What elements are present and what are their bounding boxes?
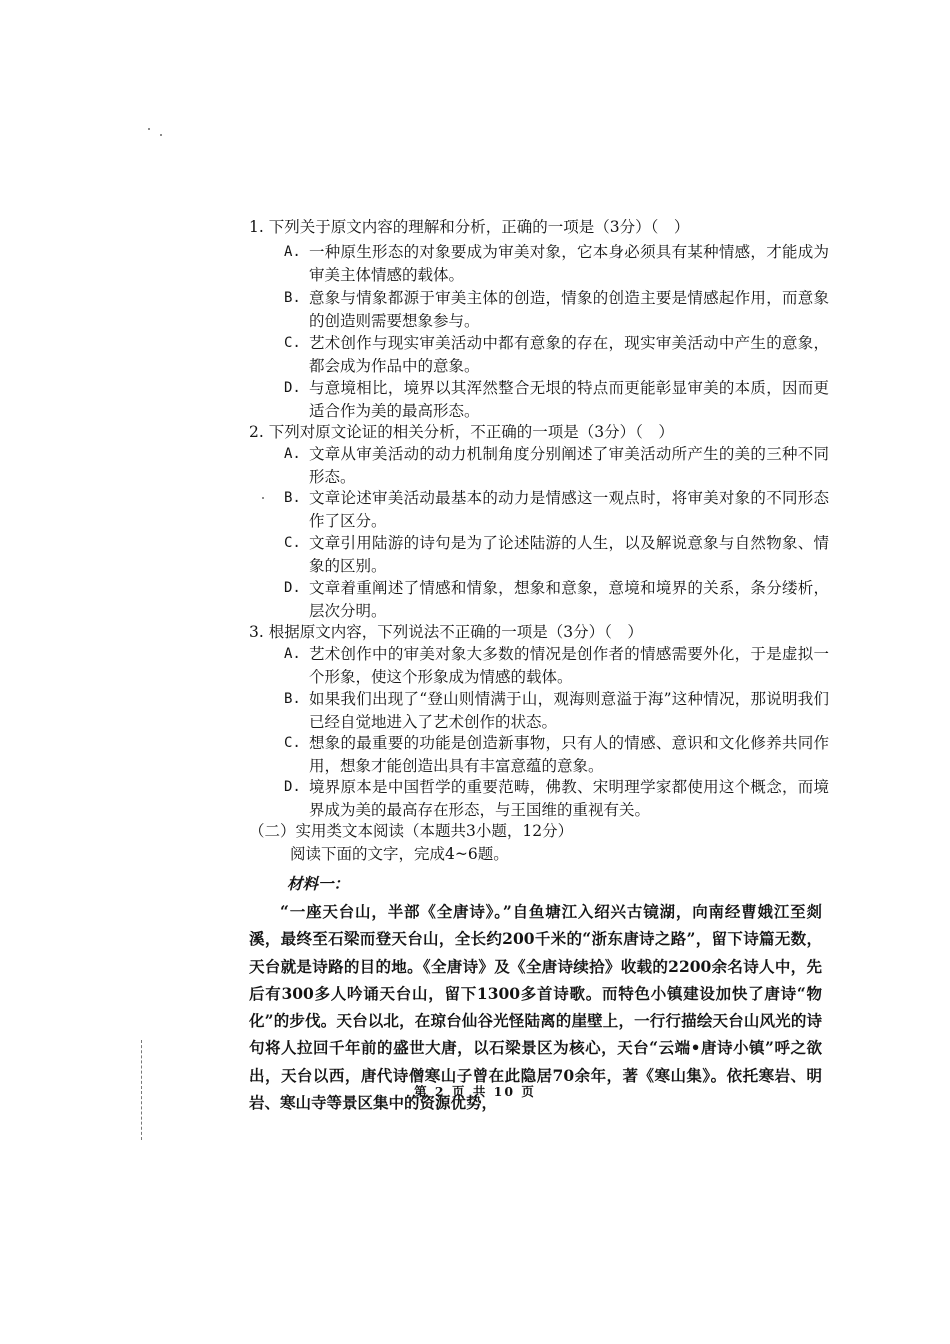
option-text: 文章论述审美活动最基本的动力是情感这一观点时，将审美对象的不同形态作了区分。: [309, 489, 829, 530]
option-letter: B.: [284, 691, 301, 707]
option-letter: C.: [284, 335, 301, 351]
section-heading: （二）实用类文本阅读（本题共3小题，12分）: [249, 822, 574, 840]
question-1-stem: 1. 下列关于原文内容的理解和分析，正确的一项是（3分）（ ）: [249, 218, 690, 236]
question-3-option-c[interactable]: [284, 732, 829, 778]
option-letter: C.: [284, 535, 301, 551]
scan-speck: [148, 128, 150, 130]
option-text: 文章着重阐述了情感和情象，想象和意象，意境和境界的关系，条分缕析，层次分明。: [309, 579, 829, 620]
question-2-option-b[interactable]: [284, 487, 829, 533]
question-1-option-b[interactable]: [284, 287, 829, 333]
option-letter: B.: [284, 490, 301, 506]
option-letter: B.: [284, 290, 301, 306]
option-text: 艺术创作与现实审美活动中都有意象的存在，现实审美活动中产生的意象，都会成为作品中的意象。: [309, 334, 829, 375]
option-text: 如果我们出现了“登山则情满于山，观海则意溢于海”这种情况，那说明我们已经自觉地进入了艺术创作的状态。: [309, 690, 829, 731]
option-text: 意象与情象都源于审美主体的创造，情象的创造主要是情感起作用，而意象的创造则需要想象参与。: [309, 289, 829, 330]
page-footer: 第 2 页 共 10 页: [414, 1084, 536, 1099]
option-text: 一种原生形态的对象要成为审美对象，它本身必须具有某种情感，才能成为审美主体情感的载体。: [309, 243, 829, 284]
option-letter: D.: [284, 380, 301, 396]
scan-speck: [262, 497, 264, 499]
question-1-option-a[interactable]: [284, 241, 829, 287]
question-3-option-d[interactable]: [284, 776, 829, 822]
option-letter: A.: [284, 446, 301, 462]
option-letter: D.: [284, 580, 301, 596]
question-3-option-b[interactable]: [284, 688, 829, 734]
option-text: 境界原本是中国哲学的重要范畴，佛教、宋明理学家都使用这个概念，而境界成为美的最高存在形态，与王国维的重视有关。: [309, 778, 829, 819]
question-2-option-d[interactable]: [284, 577, 829, 623]
option-letter: A.: [284, 646, 301, 662]
question-2-option-c[interactable]: [284, 532, 829, 578]
option-text: 文章引用陆游的诗句是为了论述陆游的人生，以及解说意象与自然物象、情象的区别。: [309, 534, 829, 575]
option-letter: A.: [284, 244, 301, 260]
option-letter: D.: [284, 779, 301, 795]
question-1-option-c[interactable]: [284, 332, 829, 378]
question-2-stem: 2. 下列对原文论证的相关分析，不正确的一项是（3分）（ ）: [249, 423, 674, 441]
question-3-option-a[interactable]: [284, 643, 829, 689]
option-text: 与意境相比，境界以其浑然整合无垠的特点而更能彰显审美的本质，因而更适合作为美的最高形态。: [309, 379, 829, 420]
material-title: 材料一：: [287, 874, 350, 893]
question-1-option-d[interactable]: [284, 377, 829, 423]
question-2-option-a[interactable]: [284, 443, 829, 489]
scan-speck: [160, 134, 162, 136]
option-letter: C.: [284, 735, 301, 751]
question-3-stem: 3. 根据原文内容，下列说法不正确的一项是（3分）（ ）: [249, 623, 643, 641]
option-text: 想象的最重要的功能是创造新事物，只有人的情感、意识和文化修养共同作用，想象才能创造出具有丰富意蕴的意象。: [309, 734, 829, 775]
option-text: 艺术创作中的审美对象大多数的情况是创作者的情感需要外化，于是虚拟一个形象，使这个形象成为情感的载体。: [309, 645, 829, 686]
section-instruction: 阅读下面的文字，完成4~6题。: [290, 845, 509, 863]
material-paragraph: “一座天台山，半部《全唐诗》。”自鱼塘江入绍兴古镜湖，向南经曹娥江至剡溪，最终至石梁而登天台山，全长约200千米的“浙东唐诗之路”，留下诗篇无数，天台就是诗路的目的地。《全唐诗》及《全唐诗续拾》收载的2200余名诗人中，先后有300多人吟诵天台山，留下1300多首诗歌。而特色小镇建设加快了唐诗“物化”的步伐。天台以北，在琼台仙谷光怪陆离的崖壁上，一行行描绘天台山风光的诗句将人拉回千年前的盛世大唐，以石梁景区为核心，天台“云端•唐诗小镇”呼之欲出，天台以西，唐代诗僧寒山子曾在此隐居70余年，著《寒山集》。依托寒岩、明岩、寒山寺等景区集中的资源优势，: [249, 902, 822, 1113]
option-text: 文章从审美活动的动力机制角度分别阐述了审美活动所产生的美的三种不同形态。: [309, 445, 829, 486]
